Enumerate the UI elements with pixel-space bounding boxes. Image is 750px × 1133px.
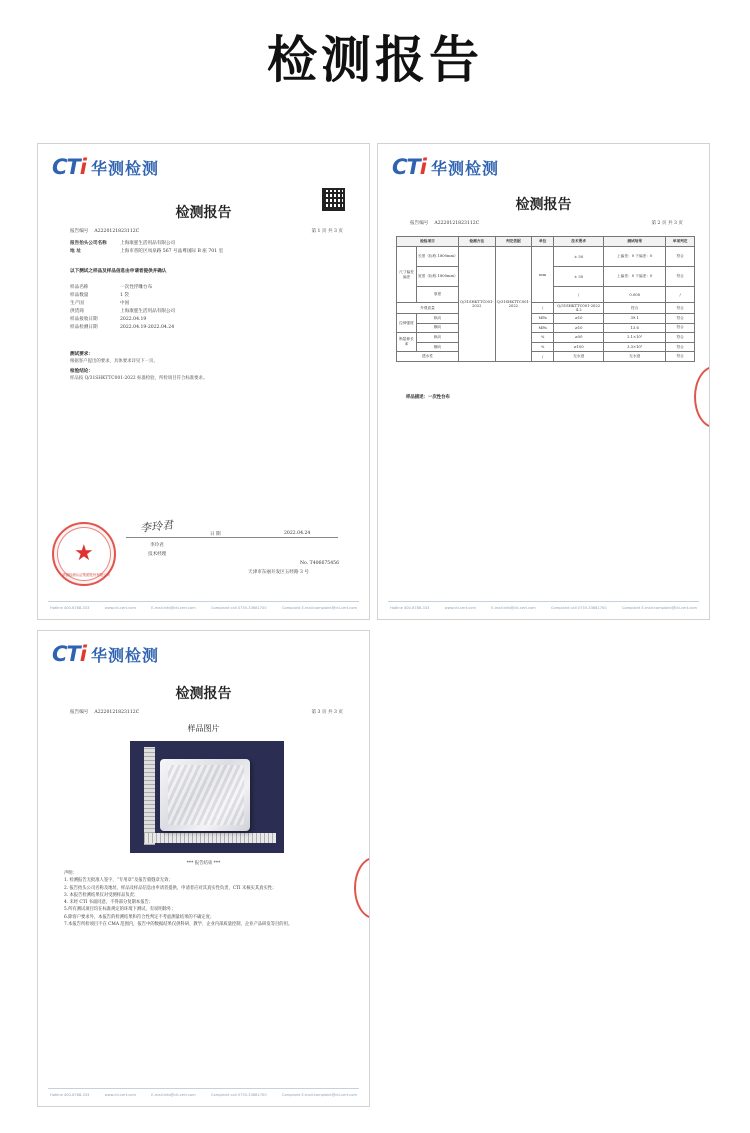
footer-rule: [388, 601, 699, 602]
report-meta: 报告编号 A2220121823112C 第 1 页 共 3 页: [70, 229, 343, 234]
lab-address: 天津市东丽开发区五经路 3 号: [248, 570, 309, 575]
report-date: 2022.04.24: [284, 531, 311, 536]
sample-row: 样品检测日期 2022.04.19-2022.04.24: [70, 325, 175, 330]
confirm-heading: 以下测试之样品及样品信息由申请者提供并确认: [70, 269, 167, 274]
client-row: 报告抬头公司名称 上海康霆生活用品有限公司: [70, 241, 176, 246]
sample-row: 样品接收日期 2022.04.19: [70, 317, 147, 322]
report-meta: 报告编号 A2220121823112C 第 3 页 共 3 页: [70, 710, 343, 715]
report-number: A2220121823112C: [94, 710, 140, 715]
sample-description: 样品描述：一次性台布: [406, 395, 450, 400]
table-row: 尺寸偏差偏差 长度（标称 1800mm） Q/31SHKTTC001-2022 Q/31SHKTTC001-2022 mm ± 50 上偏差：0 下偏差：0 符合: [397, 247, 695, 267]
signature: 李玲君: [139, 518, 174, 535]
doc-title: 检测报告: [175, 686, 232, 702]
star-icon: ★: [74, 541, 94, 566]
doc-title: 检测报告: [175, 205, 232, 221]
test-req-text: 根据客户提出的要求，具体要求详见下一页。: [70, 359, 158, 364]
seal-stamp-edge: [354, 857, 370, 919]
brand-name: 华测检测: [90, 646, 159, 665]
seal-stamp-edge: [694, 366, 710, 428]
cti-logo: CTi 华测检测: [392, 155, 499, 179]
decl-item: 1. 检测报告无批准人签字、“专用章”及报告骑缝章无效；: [64, 878, 173, 884]
tablecloth-texture: [168, 765, 244, 825]
doc-title: 检测报告: [515, 197, 572, 213]
ruler-horizontal: [144, 833, 276, 843]
cti-logo: CTi 华测检测: [52, 155, 159, 179]
table-row: 断裂伸长率 纵向 % ≥50 2.1×10² 符合: [397, 333, 695, 343]
table-row: 横向 MPa ≥10 13.6 符合: [397, 323, 695, 333]
cert-number: No. T406675456: [300, 561, 339, 566]
sample-photo: [130, 741, 284, 853]
cti-logo: CTi 华测检测: [52, 642, 159, 666]
declaration: [64, 870, 343, 928]
client-info: [70, 240, 223, 256]
signer-title: 技术经理: [148, 552, 167, 557]
decl-item: 5.所有测试项目均在标准规定的环境下测试，有说明除外；: [64, 907, 176, 913]
official-seal-stamp: ★ 华测检测认证集团股份有限公司: [52, 522, 116, 586]
page-number: 第 2 页 共 3 页: [651, 221, 683, 226]
report-number: A2220121823112C: [434, 221, 480, 226]
footer-rule: [48, 601, 359, 602]
page-heading: 检测报告: [267, 31, 483, 89]
page-footer: Hotline 400-6788-333 www.cti-cert.com E-mail:info@cti-cert.com Complaint call 0755-33681700 Complaint E-mail:complaint@cti-cert.com: [50, 1093, 357, 1097]
results-table: [396, 236, 695, 362]
table-row: 拉伸强度 纵向 MPa ≥10 39.1 符合: [397, 314, 695, 324]
report-meta: 报告编号 A2220121823112C 第 2 页 共 3 页: [410, 221, 683, 226]
page-number: 第 3 页 共 3 页: [311, 710, 343, 715]
decl-heading: 声明：: [64, 871, 77, 876]
conclusion-heading: 检验结论：: [70, 369, 93, 374]
client-row: 地 址 上海市普陀区凤泉路 567 号晶尊国际 B 座 701 室: [70, 249, 224, 254]
page-footer: Hotline 400-6788-333 www.cti-cert.com E-mail:info@cti-cert.com Complaint call 0755-33681700 Complaint E-mail:complaint@cti-cert.com: [390, 606, 697, 610]
sample-row: 生产国 中国: [70, 301, 130, 306]
table-row: 外观质量 / Q/31SHKTTC001-2022 4.2 符合 符合: [397, 303, 695, 314]
table-row: 透水性 / 无水迹 无水迹 符合: [397, 352, 695, 362]
table-row: 厚度 / 0.008 /: [397, 287, 695, 303]
table-row: 横向 % ≥100 3.3×10² 符合: [397, 342, 695, 352]
report-page-2: [377, 143, 710, 620]
ruler-vertical: [144, 747, 155, 845]
signature-line: [126, 537, 338, 538]
decl-item: 2. 报告抬头公司名称及地址、样品及样品信息由申请者提供，申请者应对其真实性负责，CTI 未核实其真实性；: [64, 885, 277, 891]
decl-item: 7.本报告所检项目不在 CMA 范围内，报告中的数据结果仅供科研、教学、企业内部质量控制，企业产品研发等目的用。: [64, 922, 293, 928]
report-page-1: [37, 143, 370, 620]
report-end: *** 报告结束 ***: [186, 861, 221, 866]
sample-row: 供货商 上海康霆生活用品有限公司: [70, 309, 176, 314]
photo-title: 样品图片: [187, 724, 220, 733]
footer-rule: [48, 1088, 359, 1089]
sample-row: 样品数量 1 袋: [70, 293, 129, 298]
sample-info: [70, 284, 175, 332]
decl-item: 6.除客户要求外，本报告的检测结果和符合性判定不考虑测量结果的不确定度；: [64, 914, 215, 920]
table-row: 宽度（标称 1800mm） ± 50 上偏差：0 下偏差：0 符合: [397, 267, 695, 287]
page-number: 第 1 页 共 3 页: [311, 229, 343, 234]
report-page-3: [37, 630, 370, 1107]
conclusion-text: 样品按 Q/31SHKTTC001-2022 标准检验，所检项目符合标准要求。: [70, 376, 208, 381]
date-label: 日 期: [210, 532, 221, 537]
page-footer: Hotline 400-6788-333 www.cti-cert.com E-mail:info@cti-cert.com Complaint call 0755-33681700 Complaint E-mail:complaint@cti-cert.com: [50, 606, 357, 610]
decl-item: 3. 本报告检测结果仅对受测样品负责；: [64, 892, 139, 898]
report-number: A2220121823112C: [94, 229, 140, 234]
brand-name: 华测检测: [90, 159, 159, 178]
signer-name: 李玲君: [150, 543, 164, 548]
brand-name: 华测检测: [430, 159, 499, 178]
table-header: 检验项目 检测方法 判定依据 单位 技术要求 测试结果 单项判定: [397, 237, 695, 247]
sample-row: 样品名称 一次性浮雕台布: [70, 285, 153, 290]
decl-item: 4. 未经 CTI 书面同意，不得部分复制本报告；: [64, 900, 154, 906]
test-req-heading: 测试要求：: [70, 352, 93, 357]
